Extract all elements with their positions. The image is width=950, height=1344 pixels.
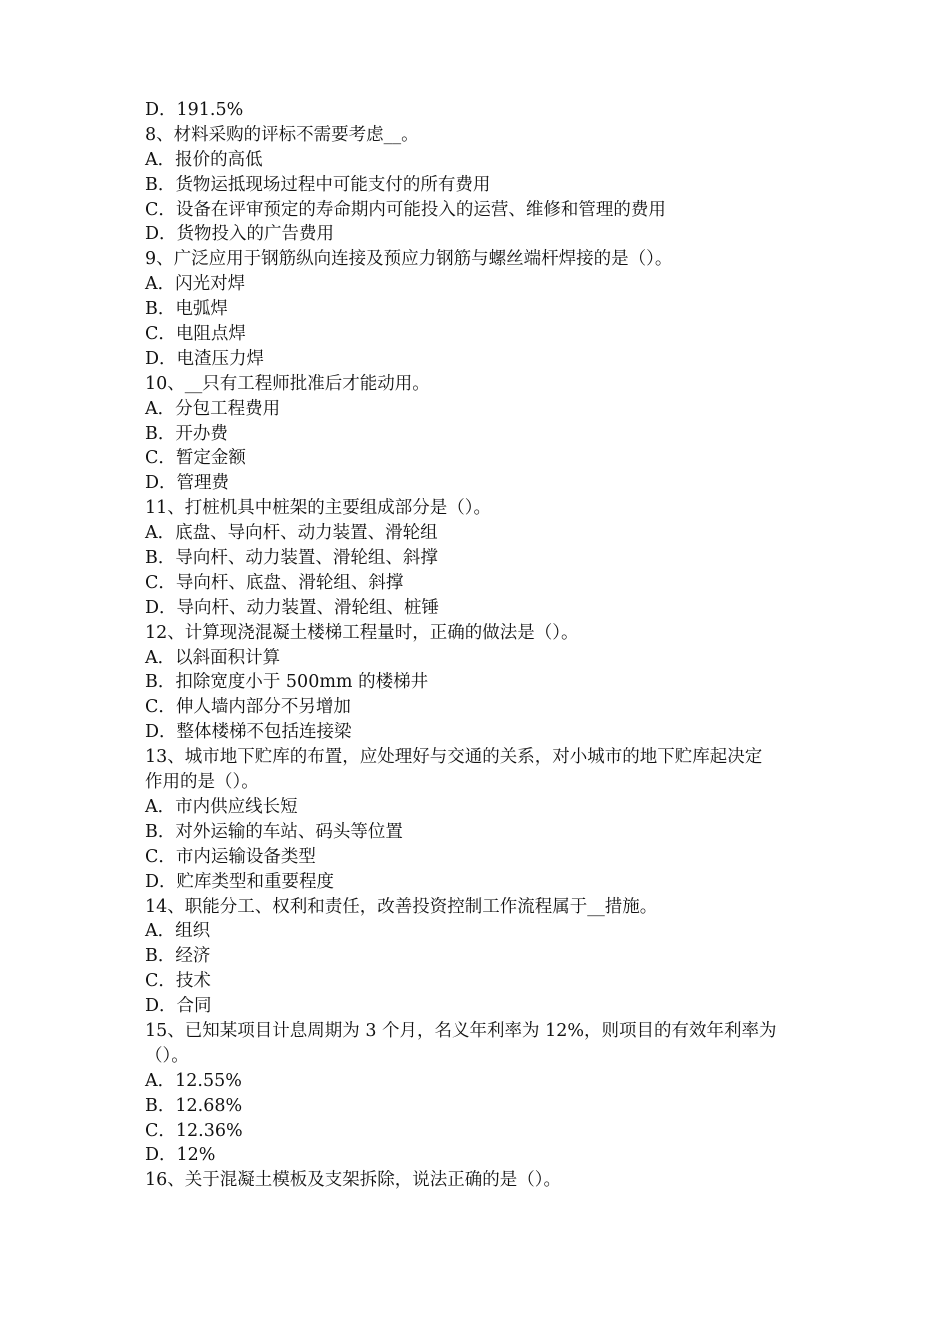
text-line: D．191.5% [145,100,244,120]
option-line: A．分包工程费用 [145,398,281,419]
question-10: 10、__只有工程师批准后才能动用。 [145,373,430,394]
option-line: A．12.55% [145,1070,242,1091]
option-line: B．对外运输的车站、码头等位置 [145,821,403,842]
option-line: A．市内供应线长短 [145,796,298,817]
option-line: B．电弧焊 [145,299,228,320]
option-line: B．货物运抵现场过程中可能支付的所有费用 [145,174,491,195]
option-line: A．以斜面积计算 [145,647,281,668]
option-line: A．闪光对焊 [145,274,246,295]
option-line: C．市内运输设备类型 [145,846,316,867]
question-9: 9、广泛应用于钢筋纵向连接及预应力钢筋与螺丝端杆焊接的是（）。 [145,249,673,270]
option-line: A．报价的高低 [145,149,263,170]
question-15: 15、已知某项目计息周期为 3 个月，名义年利率为 12%，则项目的有效年利率为 [145,1020,777,1041]
option-line: C．技术 [145,971,211,992]
option-line: D．管理费 [145,473,230,494]
option-line: B．12.68% [145,1095,243,1116]
option-line: D．整体楼梯不包括连接梁 [145,722,352,743]
option-line: B．扣除宽度小于 500mm 的楼梯井 [145,672,429,693]
option-line: C．导向杆、底盘、滑轮组、斜撑 [145,572,404,593]
option-line: C．暂定金额 [145,448,246,469]
question-11: 11、打桩机具中桩架的主要组成部分是（）。 [145,498,492,519]
option-line: C．12.36% [145,1120,243,1141]
question-14: 14、职能分工、权利和责任，改善投资控制工作流程属于__措施。 [145,896,658,917]
option-line: D．合同 [145,996,212,1017]
option-line: B．经济 [145,946,211,967]
question-15-continued: （）。 [145,1045,189,1066]
option-line: B．开办费 [145,423,228,444]
option-line: D．导向杆、动力装置、滑轮组、桩锤 [145,597,440,618]
question-13-continued: 作用的是（）。 [145,772,259,793]
option-line: A．组织 [145,921,211,942]
question-16: 16、关于混凝土模板及支架拆除，说法正确的是（）。 [145,1170,562,1191]
option-line: C．设备在评审预定的寿命期内可能投入的运营、维修和管理的费用 [145,199,666,220]
option-line: B．导向杆、动力装置、滑轮组、斜撑 [145,548,438,569]
option-line: D．电渣压力焊 [145,348,265,369]
option-line: C．电阻点焊 [145,324,246,345]
question-8: 8、材料采购的评标不需要考虑__。 [145,124,419,145]
option-line: C．伸人墙内部分不另增加 [145,697,351,718]
option-line: A．底盘、导向杆、动力装置、滑轮组 [145,523,438,544]
option-line: D．货物投入的广告费用 [145,224,335,245]
option-line: D．贮库类型和重要程度 [145,871,335,892]
question-13: 13、城市地下贮库的布置，应处理好与交通的关系，对小城市的地下贮库起决定 [145,747,763,768]
question-12: 12、计算现浇混凝土楼梯工程量时，正确的做法是（）。 [145,622,579,643]
option-line: D．12% [145,1145,216,1166]
document-page [145,98,825,1193]
